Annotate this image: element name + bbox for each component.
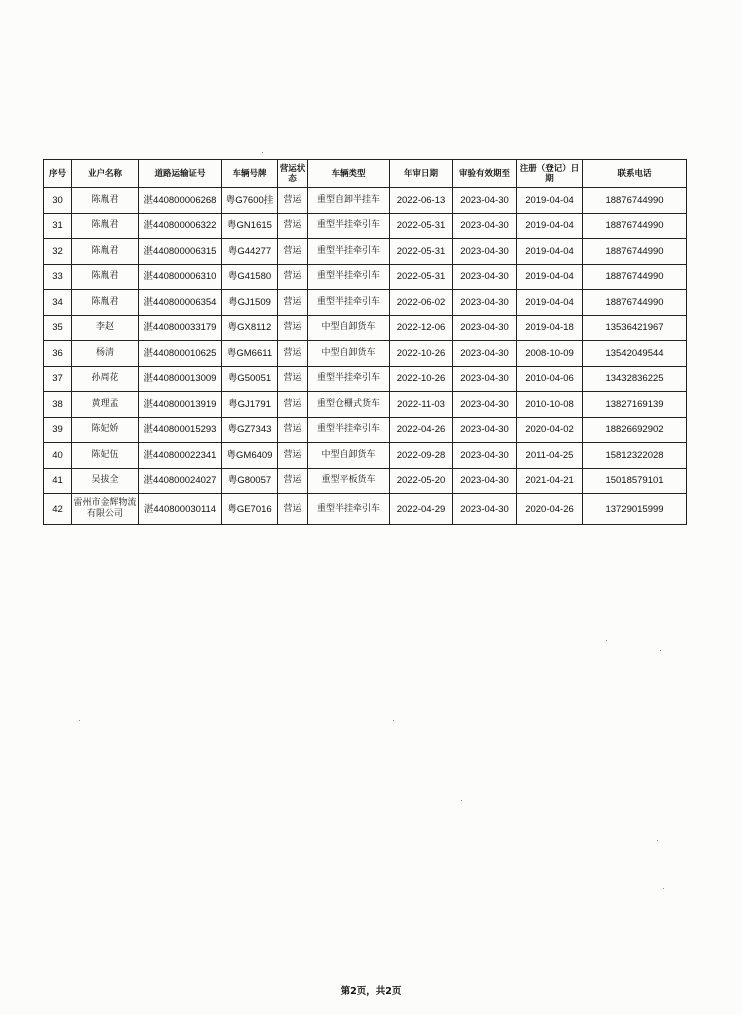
cell-plate: 粤GX8112 (222, 315, 278, 341)
scan-speck (262, 152, 263, 153)
cell-inspection-date: 2022-04-29 (390, 494, 453, 525)
cell-vehicle-type: 重型平板货车 (308, 468, 390, 494)
cell-phone: 18876744990 (583, 264, 687, 290)
cell-serial: 31 (44, 213, 72, 239)
scan-speck (393, 720, 394, 721)
cell-transport-cert: 湛440800033179 (139, 315, 222, 341)
cell-serial: 32 (44, 239, 72, 265)
cell-status: 营运 (278, 315, 308, 341)
scan-speck (461, 800, 462, 801)
cell-inspection-date: 2022-06-02 (390, 290, 453, 316)
cell-valid-until: 2023-04-30 (453, 315, 517, 341)
cell-status: 营运 (278, 341, 308, 367)
cell-serial: 35 (44, 315, 72, 341)
cell-vehicle-type: 重型半挂牵引车 (308, 239, 390, 265)
cell-vehicle-type: 重型半挂牵引车 (308, 213, 390, 239)
cell-owner-name: 雷州市金辉物流有限公司 (72, 494, 139, 525)
cell-serial: 30 (44, 188, 72, 214)
cell-vehicle-type: 重型半挂牵引车 (308, 417, 390, 443)
cell-serial: 42 (44, 494, 72, 525)
cell-inspection-date: 2022-05-31 (390, 213, 453, 239)
scan-speck (663, 888, 664, 889)
cell-transport-cert: 湛440800010625 (139, 341, 222, 367)
table-row (44, 468, 687, 494)
cell-phone: 13536421967 (583, 315, 687, 341)
cell-status: 营运 (278, 468, 308, 494)
header-plate: 车辆号牌 (222, 160, 278, 188)
cell-plate: 粤GJ1791 (222, 392, 278, 418)
cell-vehicle-type: 重型自卸半挂车 (308, 188, 390, 214)
cell-status: 营运 (278, 366, 308, 392)
cell-vehicle-type: 重型半挂牵引车 (308, 366, 390, 392)
cell-transport-cert: 湛440800030114 (139, 494, 222, 525)
table-row (44, 290, 687, 316)
cell-register-date: 2019-04-04 (517, 290, 583, 316)
cell-inspection-date: 2022-09-28 (390, 443, 453, 469)
cell-plate: 粤G41580 (222, 264, 278, 290)
vehicle-roster-table (43, 159, 687, 525)
scan-speck (660, 650, 661, 651)
cell-valid-until: 2023-04-30 (453, 392, 517, 418)
cell-inspection-date: 2022-05-31 (390, 264, 453, 290)
table-row (44, 213, 687, 239)
cell-plate: 粤GN1615 (222, 213, 278, 239)
cell-serial: 33 (44, 264, 72, 290)
cell-transport-cert: 湛440800006310 (139, 264, 222, 290)
cell-phone: 15812322028 (583, 443, 687, 469)
cell-plate: 粤GM6409 (222, 443, 278, 469)
cell-phone: 13827169139 (583, 392, 687, 418)
cell-transport-cert: 湛440800006315 (139, 239, 222, 265)
cell-transport-cert: 湛440800022341 (139, 443, 222, 469)
cell-inspection-date: 2022-12-06 (390, 315, 453, 341)
cell-owner-name: 陈胤君 (72, 264, 139, 290)
cell-plate: 粤GM6611 (222, 341, 278, 367)
cell-status: 营运 (278, 392, 308, 418)
cell-status: 营运 (278, 213, 308, 239)
cell-phone: 13542049544 (583, 341, 687, 367)
cell-register-date: 2021-04-21 (517, 468, 583, 494)
header-register-date: 注册（登记）日期 (517, 160, 583, 188)
cell-owner-name: 孙周花 (72, 366, 139, 392)
cell-owner-name: 陈妃娇 (72, 417, 139, 443)
cell-phone: 18876744990 (583, 290, 687, 316)
cell-vehicle-type: 重型仓栅式货车 (308, 392, 390, 418)
cell-vehicle-type: 重型半挂牵引车 (308, 264, 390, 290)
cell-valid-until: 2023-04-30 (453, 290, 517, 316)
cell-owner-name: 陈胤君 (72, 290, 139, 316)
cell-transport-cert: 湛440800006322 (139, 213, 222, 239)
cell-register-date: 2008-10-09 (517, 341, 583, 367)
cell-plate: 粤G50051 (222, 366, 278, 392)
cell-phone: 18876744990 (583, 188, 687, 214)
cell-register-date: 2020-04-26 (517, 494, 583, 525)
cell-register-date: 2019-04-04 (517, 264, 583, 290)
cell-inspection-date: 2022-10-26 (390, 366, 453, 392)
cell-status: 营运 (278, 239, 308, 265)
header-transport-cert: 道路运输证号 (139, 160, 222, 188)
cell-register-date: 2019-04-04 (517, 213, 583, 239)
cell-phone: 15018579101 (583, 468, 687, 494)
table-row (44, 315, 687, 341)
table-row (44, 264, 687, 290)
table-header-row (44, 160, 687, 188)
cell-plate: 粤GE7016 (222, 494, 278, 525)
header-inspection-date: 年审日期 (390, 160, 453, 188)
cell-status: 营运 (278, 188, 308, 214)
cell-register-date: 2019-04-04 (517, 188, 583, 214)
scan-speck (657, 840, 658, 841)
cell-serial: 41 (44, 468, 72, 494)
cell-register-date: 2010-04-06 (517, 366, 583, 392)
cell-vehicle-type: 中型自卸货车 (308, 443, 390, 469)
cell-valid-until: 2023-04-30 (453, 264, 517, 290)
cell-owner-name: 陈胤君 (72, 188, 139, 214)
cell-owner-name: 陈胤君 (72, 213, 139, 239)
cell-serial: 39 (44, 417, 72, 443)
cell-valid-until: 2023-04-30 (453, 213, 517, 239)
cell-status: 营运 (278, 494, 308, 525)
cell-transport-cert: 湛440800006268 (139, 188, 222, 214)
header-vehicle-type: 车辆类型 (308, 160, 390, 188)
cell-register-date: 2010-10-08 (517, 392, 583, 418)
scan-speck (606, 640, 607, 641)
cell-register-date: 2019-04-18 (517, 315, 583, 341)
cell-owner-name: 李赵 (72, 315, 139, 341)
table-row (44, 366, 687, 392)
header-phone: 联系电话 (583, 160, 687, 188)
cell-valid-until: 2023-04-30 (453, 443, 517, 469)
cell-register-date: 2020-04-02 (517, 417, 583, 443)
cell-owner-name: 杨清 (72, 341, 139, 367)
cell-register-date: 2019-04-04 (517, 239, 583, 265)
cell-status: 营运 (278, 443, 308, 469)
header-status: 营运状态 (278, 160, 308, 188)
cell-plate: 粤G44277 (222, 239, 278, 265)
cell-valid-until: 2023-04-30 (453, 188, 517, 214)
cell-serial: 38 (44, 392, 72, 418)
cell-phone: 18876744990 (583, 239, 687, 265)
header-owner-name: 业户名称 (72, 160, 139, 188)
cell-valid-until: 2023-04-30 (453, 417, 517, 443)
cell-phone: 18826692902 (583, 417, 687, 443)
cell-valid-until: 2023-04-30 (453, 239, 517, 265)
cell-valid-until: 2023-04-30 (453, 366, 517, 392)
table-row (44, 392, 687, 418)
cell-inspection-date: 2022-05-20 (390, 468, 453, 494)
cell-phone: 13729015999 (583, 494, 687, 525)
cell-inspection-date: 2022-05-31 (390, 239, 453, 265)
cell-serial: 36 (44, 341, 72, 367)
table-row (44, 239, 687, 265)
cell-plate: 粤G7600挂 (222, 188, 278, 214)
cell-vehicle-type: 中型自卸货车 (308, 315, 390, 341)
table-row (44, 341, 687, 367)
cell-owner-name: 陈胤君 (72, 239, 139, 265)
cell-register-date: 2011-04-25 (517, 443, 583, 469)
cell-serial: 40 (44, 443, 72, 469)
cell-inspection-date: 2022-11-03 (390, 392, 453, 418)
cell-status: 营运 (278, 290, 308, 316)
cell-status: 营运 (278, 264, 308, 290)
cell-transport-cert: 湛440800013919 (139, 392, 222, 418)
table-row (44, 417, 687, 443)
cell-transport-cert: 湛440800024027 (139, 468, 222, 494)
cell-serial: 34 (44, 290, 72, 316)
cell-status: 营运 (278, 417, 308, 443)
cell-plate: 粤G80057 (222, 468, 278, 494)
cell-plate: 粤GJ1509 (222, 290, 278, 316)
cell-serial: 37 (44, 366, 72, 392)
cell-vehicle-type: 中型自卸货车 (308, 341, 390, 367)
header-valid-until: 审验有效期至 (453, 160, 517, 188)
table-row (44, 443, 687, 469)
cell-inspection-date: 2022-06-13 (390, 188, 453, 214)
cell-vehicle-type: 重型半挂牵引车 (308, 290, 390, 316)
cell-inspection-date: 2022-10-26 (390, 341, 453, 367)
table-row (44, 188, 687, 214)
cell-plate: 粤GZ7343 (222, 417, 278, 443)
cell-transport-cert: 湛440800015293 (139, 417, 222, 443)
table-row (44, 494, 687, 525)
cell-owner-name: 陈妃伍 (72, 443, 139, 469)
cell-vehicle-type: 重型半挂牵引车 (308, 494, 390, 525)
cell-transport-cert: 湛440800013009 (139, 366, 222, 392)
cell-owner-name: 吴拔全 (72, 468, 139, 494)
header-serial: 序号 (44, 160, 72, 188)
cell-phone: 18876744990 (583, 213, 687, 239)
cell-transport-cert: 湛440800006354 (139, 290, 222, 316)
cell-valid-until: 2023-04-30 (453, 341, 517, 367)
cell-phone: 13432836225 (583, 366, 687, 392)
cell-valid-until: 2023-04-30 (453, 494, 517, 525)
cell-valid-until: 2023-04-30 (453, 468, 517, 494)
cell-owner-name: 黄理孟 (72, 392, 139, 418)
scan-speck (79, 720, 80, 721)
cell-inspection-date: 2022-04-26 (390, 417, 453, 443)
page-footer: 第2页，共2页 (340, 986, 402, 997)
